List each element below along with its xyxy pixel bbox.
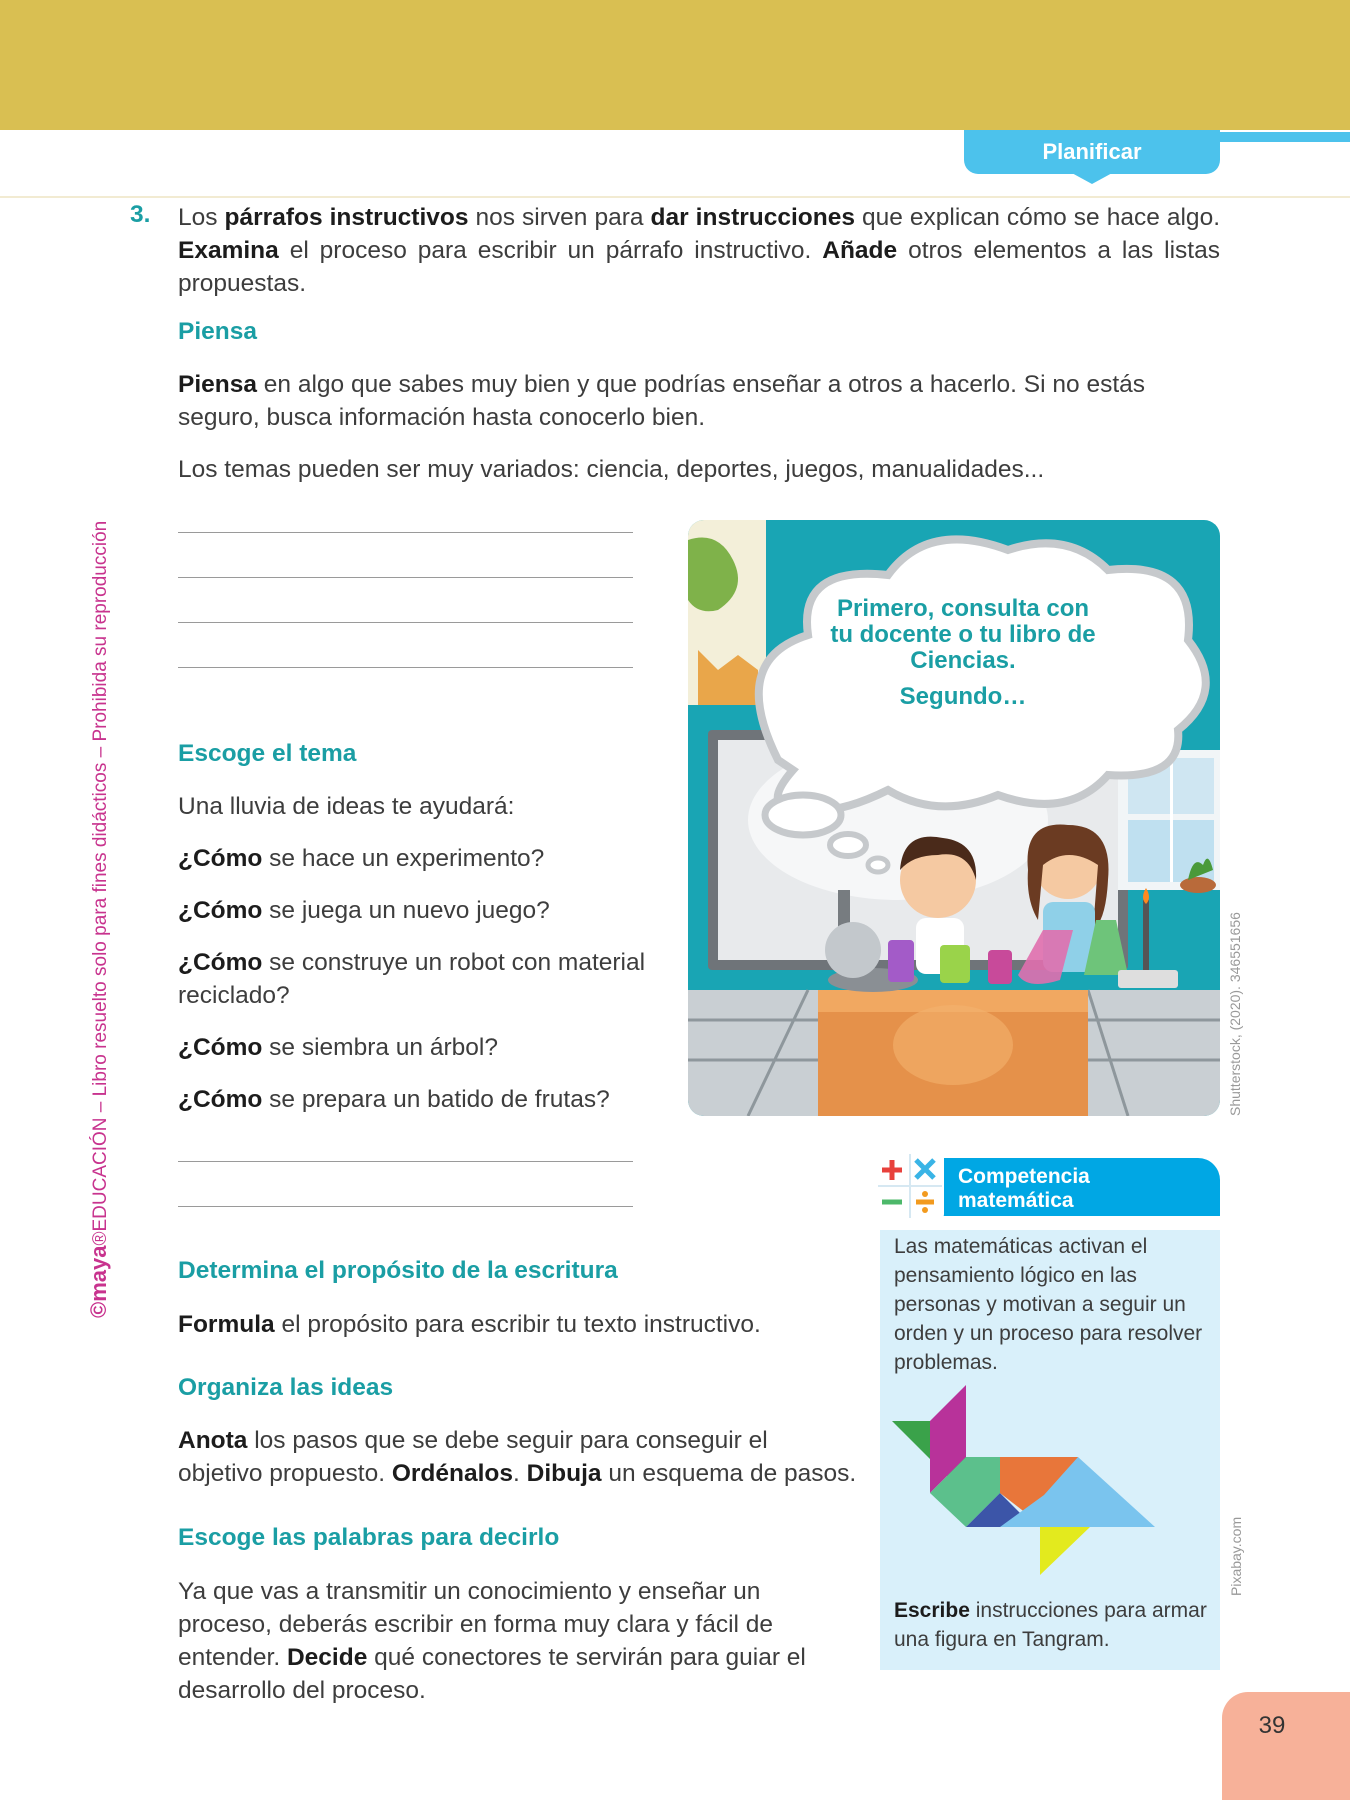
organiza-paragraph: Anota los pasos que se debe seguir para conseguir el objetivo propuesto. Ordénalos. Dibuja un esquema de pasos. xyxy=(178,1427,857,1487)
top-color-band xyxy=(0,0,1350,130)
heading-escoge-tema: Escoge el tema xyxy=(178,740,357,767)
activity-number: 3. xyxy=(130,201,151,228)
question-item: ¿Cómo se hace un experimento? xyxy=(178,845,545,872)
answer-line[interactable] xyxy=(178,622,633,623)
competencia-task: Escribe instrucciones para armar una figura en Tangram. xyxy=(894,1599,1207,1651)
tangram-bird-figure xyxy=(890,1385,1210,1580)
page-number-tab xyxy=(1222,1692,1350,1800)
heading-organiza: Organiza las ideas xyxy=(178,1374,394,1401)
question-item: ¿Cómo se juega un nuevo juego? xyxy=(178,897,550,924)
competencia-text: Las matemáticas activan el pensamiento lógico en las personas y motivan a seguir un orden y un proceso para resolver problemas. xyxy=(894,1235,1203,1374)
page-number: 39 xyxy=(1258,1712,1286,1739)
answer-line[interactable] xyxy=(178,1161,633,1162)
question-item: ¿Cómo se prepara un batido de frutas? xyxy=(178,1086,610,1113)
bubble-text-line2: tu docente o tu libro de xyxy=(830,621,1096,648)
question-item: ¿Cómo se siembra un árbol? xyxy=(178,1034,498,1061)
answer-line[interactable] xyxy=(178,577,633,578)
heading-proposito: Determina el propósito de la escritura xyxy=(178,1257,618,1284)
answer-line[interactable] xyxy=(178,1206,633,1207)
bubble-text-line1: Primero, consulta con xyxy=(836,595,1090,622)
competencia-title-line1: Competencia xyxy=(958,1165,1090,1188)
science-lab-illustration xyxy=(688,520,1220,1116)
brand-logo-text: ©maya xyxy=(86,1245,111,1318)
heading-palabras: Escoge las palabras para decirlo xyxy=(178,1524,560,1551)
tangram-credit: Pixabay.com xyxy=(1228,1516,1244,1596)
question-item: ¿Cómo se construye un robot con material reciclado? xyxy=(178,949,646,1009)
answer-line[interactable] xyxy=(178,532,633,533)
section-tab-label: Planificar xyxy=(1042,139,1142,164)
side-copyright xyxy=(86,478,112,1318)
lab-scene xyxy=(688,520,1220,1116)
side-copyright-text: ®EDUCACIÓN – Libro resuelto solo para fines didácticos – Prohibida su reproducción xyxy=(90,520,111,1246)
header-divider xyxy=(0,196,1350,198)
section-tab-pointer xyxy=(1070,172,1114,184)
illustration-credit: Shutterstock, (2020). 346551656 xyxy=(1227,912,1243,1116)
palabras-paragraph: Ya que vas a transmitir un conocimiento y enseñar un proceso, deberás escribir en forma muy clara y fácil de entender. Decide qué conectores te servirán para guiar el desarrollo del proceso. xyxy=(178,1578,806,1704)
topics-paragraph: Los temas pueden ser muy variados: ciencia, deportes, juegos, manualidades... xyxy=(178,456,1045,483)
math-operations-icon xyxy=(874,1150,946,1222)
brainstorm-intro: Una lluvia de ideas te ayudará: xyxy=(178,793,515,820)
heading-piensa: Piensa xyxy=(178,318,257,345)
section-tab xyxy=(964,130,1220,174)
activity-intro: Los párrafos instructivos nos sirven para dar instrucciones que explican cómo se hace algo. Examina el proceso para escribir un párrafo instructivo. Añade otros elementos a las listas propuestas. xyxy=(178,204,1220,297)
bubble-text-line3: Ciencias. xyxy=(910,647,1016,674)
piensa-paragraph: Piensa en algo que sabes muy bien y que podrías enseñar a otros a hacerlo. Si no estás seguro, busca información hasta conocerlo bien. xyxy=(178,371,1146,431)
proposito-paragraph: Formula el propósito para escribir tu texto instructivo. xyxy=(178,1311,761,1338)
bubble-text-line4: Segundo… xyxy=(899,683,1027,710)
tab-strip xyxy=(1210,132,1350,142)
answer-line[interactable] xyxy=(178,667,633,668)
competencia-title-line2: matemática xyxy=(958,1189,1074,1212)
competencia-header xyxy=(920,1158,1220,1216)
